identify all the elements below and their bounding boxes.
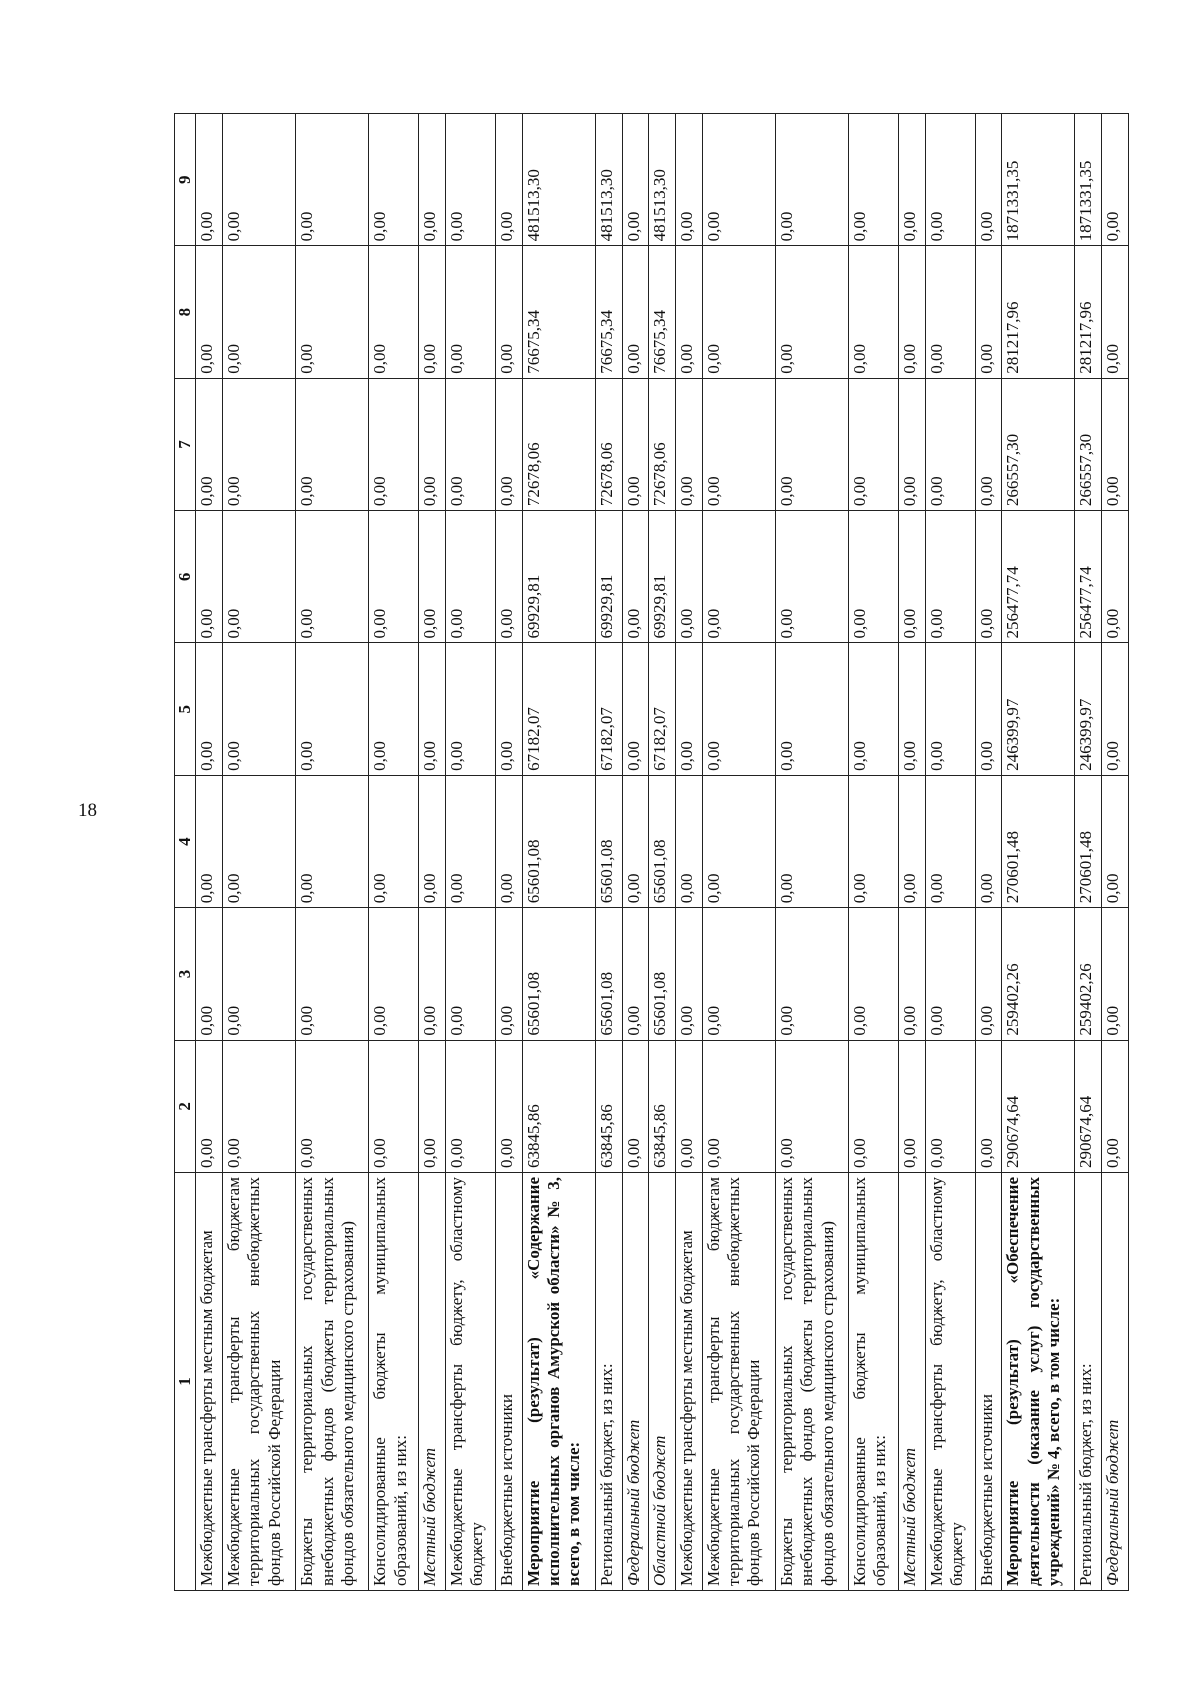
value-cell: 65601,08 (595, 775, 622, 907)
row-label: Местный бюджет (898, 1173, 925, 1591)
value-cell: 0,00 (925, 1040, 975, 1172)
value-cell: 0,00 (296, 1040, 369, 1172)
rotated-table-container (174, 114, 1129, 1591)
value-cell: 0,00 (975, 114, 1002, 246)
value-cell: 69929,81 (649, 511, 676, 643)
table-row (775, 114, 848, 1591)
value-cell: 0,00 (622, 1040, 649, 1172)
value-cell: 0,00 (369, 1040, 419, 1172)
value-cell: 67182,07 (595, 643, 622, 775)
header-cell: 7 (175, 378, 196, 510)
table-row (1075, 114, 1102, 1591)
value-cell: 481513,30 (522, 114, 595, 246)
value-cell: 1871331,35 (1002, 114, 1075, 246)
value-cell: 0,00 (419, 1040, 446, 1172)
value-cell: 0,00 (296, 908, 369, 1040)
value-cell: 0,00 (296, 114, 369, 246)
value-cell: 0,00 (446, 246, 496, 378)
header-cell: 2 (175, 1040, 196, 1172)
value-cell: 0,00 (975, 378, 1002, 510)
value-cell: 0,00 (702, 246, 775, 378)
value-cell: 0,00 (1102, 511, 1129, 643)
value-cell: 0,00 (775, 643, 848, 775)
value-cell: 0,00 (296, 775, 369, 907)
value-cell: 0,00 (296, 246, 369, 378)
value-cell: 0,00 (975, 775, 1002, 907)
table-body (196, 114, 1129, 1591)
value-cell: 0,00 (775, 775, 848, 907)
value-cell: 290674,64 (1075, 1040, 1102, 1172)
value-cell: 0,00 (702, 114, 775, 246)
value-cell: 76675,34 (649, 246, 676, 378)
table-row (419, 114, 446, 1591)
value-cell: 0,00 (898, 908, 925, 1040)
table-row (1002, 114, 1075, 1591)
value-cell: 0,00 (369, 378, 419, 510)
value-cell: 0,00 (496, 643, 523, 775)
row-label: Консолидированные бюджеты муниципальных образований, из них: (848, 1173, 898, 1591)
value-cell: 65601,08 (522, 908, 595, 1040)
table-row (702, 114, 775, 1591)
value-cell: 0,00 (848, 511, 898, 643)
value-cell: 0,00 (675, 1040, 702, 1172)
value-cell: 0,00 (898, 378, 925, 510)
value-cell: 0,00 (775, 246, 848, 378)
row-label: Областной бюджет (649, 1173, 676, 1591)
header-cell: 6 (175, 511, 196, 643)
value-cell: 0,00 (848, 1040, 898, 1172)
value-cell: 0,00 (1102, 114, 1129, 246)
row-label: Мероприятие (результат) «Обеспечение деятельности (оказание услуг) государственных учреждений» № 4, всего, в том числе: (1002, 1173, 1075, 1591)
value-cell: 0,00 (975, 908, 1002, 1040)
value-cell: 0,00 (622, 378, 649, 510)
value-cell: 0,00 (196, 643, 223, 775)
value-cell: 0,00 (898, 511, 925, 643)
value-cell: 481513,30 (649, 114, 676, 246)
value-cell: 270601,48 (1002, 775, 1075, 907)
value-cell: 0,00 (419, 775, 446, 907)
value-cell: 65601,08 (595, 908, 622, 1040)
row-label: Внебюджетные источники (496, 1173, 523, 1591)
value-cell: 256477,74 (1002, 511, 1075, 643)
value-cell: 0,00 (419, 114, 446, 246)
table-row (925, 114, 975, 1591)
value-cell: 0,00 (1102, 775, 1129, 907)
value-cell: 0,00 (1102, 643, 1129, 775)
value-cell: 69929,81 (522, 511, 595, 643)
value-cell: 0,00 (369, 775, 419, 907)
value-cell: 63845,86 (649, 1040, 676, 1172)
value-cell: 0,00 (675, 643, 702, 775)
value-cell: 72678,06 (649, 378, 676, 510)
page-number: 18 (78, 800, 97, 821)
header-cell: 8 (175, 246, 196, 378)
value-cell: 281217,96 (1075, 246, 1102, 378)
value-cell: 0,00 (925, 908, 975, 1040)
value-cell: 0,00 (419, 908, 446, 1040)
row-label: Бюджеты территориальных государственных внебюджетных фондов (бюджеты территориальных фондов обязательного медицинского страхования) (775, 1173, 848, 1591)
value-cell: 0,00 (496, 114, 523, 246)
value-cell: 0,00 (775, 378, 848, 510)
header-cell: 9 (175, 114, 196, 246)
row-label: Межбюджетные трансферты бюджетам территориальных государственных внебюджетных фондов Российской Федерации (702, 1173, 775, 1591)
value-cell: 67182,07 (522, 643, 595, 775)
row-label: Федеральный бюджет (1102, 1173, 1129, 1591)
value-cell: 0,00 (898, 1040, 925, 1172)
table-row (296, 114, 369, 1591)
value-cell: 0,00 (223, 114, 296, 246)
value-cell: 0,00 (196, 908, 223, 1040)
value-cell: 0,00 (622, 511, 649, 643)
value-cell: 0,00 (702, 643, 775, 775)
header-cell: 3 (175, 908, 196, 1040)
value-cell: 0,00 (1102, 378, 1129, 510)
row-label: Межбюджетные трансферты бюджету, областному бюджету (925, 1173, 975, 1591)
value-cell: 0,00 (446, 378, 496, 510)
value-cell: 0,00 (622, 246, 649, 378)
value-cell: 0,00 (419, 246, 446, 378)
value-cell: 0,00 (775, 114, 848, 246)
value-cell: 0,00 (196, 246, 223, 378)
value-cell: 0,00 (446, 114, 496, 246)
value-cell: 0,00 (369, 114, 419, 246)
value-cell: 0,00 (848, 908, 898, 1040)
value-cell: 0,00 (496, 246, 523, 378)
row-label: Региональный бюджет, из них: (1075, 1173, 1102, 1591)
value-cell: 0,00 (296, 511, 369, 643)
value-cell: 0,00 (898, 643, 925, 775)
value-cell: 0,00 (975, 643, 1002, 775)
value-cell: 0,00 (496, 775, 523, 907)
table-row (1102, 114, 1129, 1591)
value-cell: 0,00 (196, 378, 223, 510)
value-cell: 0,00 (898, 246, 925, 378)
value-cell: 259402,26 (1002, 908, 1075, 1040)
value-cell: 246399,97 (1075, 643, 1102, 775)
value-cell: 0,00 (925, 246, 975, 378)
table-row (223, 114, 296, 1591)
value-cell: 0,00 (675, 908, 702, 1040)
value-cell: 0,00 (702, 775, 775, 907)
value-cell: 63845,86 (595, 1040, 622, 1172)
value-cell: 0,00 (446, 1040, 496, 1172)
value-cell: 0,00 (775, 908, 848, 1040)
value-cell: 76675,34 (595, 246, 622, 378)
value-cell: 290674,64 (1002, 1040, 1075, 1172)
value-cell: 76675,34 (522, 246, 595, 378)
value-cell: 0,00 (925, 775, 975, 907)
value-cell: 65601,08 (649, 908, 676, 1040)
value-cell: 0,00 (446, 908, 496, 1040)
value-cell: 0,00 (775, 1040, 848, 1172)
value-cell: 0,00 (898, 114, 925, 246)
value-cell: 0,00 (622, 908, 649, 1040)
value-cell: 0,00 (419, 511, 446, 643)
header-cell: 1 (175, 1173, 196, 1591)
value-cell: 0,00 (1102, 246, 1129, 378)
value-cell: 72678,06 (522, 378, 595, 510)
value-cell: 0,00 (223, 1040, 296, 1172)
value-cell: 0,00 (446, 775, 496, 907)
value-cell: 0,00 (622, 775, 649, 907)
value-cell: 65601,08 (522, 775, 595, 907)
value-cell: 0,00 (975, 1040, 1002, 1172)
value-cell: 0,00 (223, 775, 296, 907)
value-cell: 0,00 (496, 908, 523, 1040)
value-cell: 0,00 (419, 378, 446, 510)
value-cell: 0,00 (898, 775, 925, 907)
value-cell: 266557,30 (1075, 378, 1102, 510)
value-cell: 0,00 (975, 246, 1002, 378)
value-cell: 0,00 (223, 643, 296, 775)
value-cell: 0,00 (369, 511, 419, 643)
value-cell: 0,00 (223, 378, 296, 510)
value-cell: 0,00 (496, 511, 523, 643)
value-cell: 0,00 (419, 643, 446, 775)
table-row (522, 114, 595, 1591)
value-cell: 0,00 (296, 643, 369, 775)
value-cell: 0,00 (925, 643, 975, 775)
table-row (446, 114, 496, 1591)
value-cell: 0,00 (196, 511, 223, 643)
value-cell: 481513,30 (595, 114, 622, 246)
table-row (196, 114, 223, 1591)
row-label: Местный бюджет (419, 1173, 446, 1591)
value-cell: 0,00 (369, 908, 419, 1040)
value-cell: 0,00 (702, 908, 775, 1040)
table-row (622, 114, 649, 1591)
value-cell: 266557,30 (1002, 378, 1075, 510)
table-row (649, 114, 676, 1591)
header-cell: 5 (175, 643, 196, 775)
row-label: Межбюджетные трансферты бюджетам территориальных государственных внебюджетных фондов Российской Федерации (223, 1173, 296, 1591)
value-cell: 256477,74 (1075, 511, 1102, 643)
value-cell: 0,00 (622, 114, 649, 246)
value-cell: 0,00 (1102, 1040, 1129, 1172)
header-cell: 4 (175, 775, 196, 907)
row-label: Региональный бюджет, из них: (595, 1173, 622, 1591)
row-label: Межбюджетные трансферты бюджету, областному бюджету (446, 1173, 496, 1591)
value-cell: 0,00 (675, 114, 702, 246)
row-label: Межбюджетные трансферты местным бюджетам (196, 1173, 223, 1591)
table-row (675, 114, 702, 1591)
table-row (975, 114, 1002, 1591)
value-cell: 67182,07 (649, 643, 676, 775)
value-cell: 0,00 (223, 511, 296, 643)
row-label: Консолидированные бюджеты муниципальных образований, из них: (369, 1173, 419, 1591)
value-cell: 0,00 (848, 114, 898, 246)
value-cell: 0,00 (675, 246, 702, 378)
value-cell: 0,00 (848, 775, 898, 907)
value-cell: 0,00 (196, 114, 223, 246)
value-cell: 0,00 (223, 246, 296, 378)
value-cell: 65601,08 (649, 775, 676, 907)
value-cell: 270601,48 (1075, 775, 1102, 907)
value-cell: 0,00 (496, 378, 523, 510)
value-cell: 246399,97 (1002, 643, 1075, 775)
value-cell: 0,00 (369, 643, 419, 775)
row-label: Мероприятие (результат) «Содержание исполнительных органов Амурской области» № 3, всего, в том числе: (522, 1173, 595, 1591)
table-header-row (175, 114, 196, 1591)
value-cell: 0,00 (296, 378, 369, 510)
value-cell: 0,00 (848, 643, 898, 775)
value-cell: 0,00 (196, 775, 223, 907)
table-row (369, 114, 419, 1591)
value-cell: 0,00 (702, 378, 775, 510)
value-cell: 0,00 (446, 511, 496, 643)
value-cell: 0,00 (223, 908, 296, 1040)
value-cell: 0,00 (848, 378, 898, 510)
value-cell: 0,00 (1102, 908, 1129, 1040)
value-cell: 0,00 (925, 511, 975, 643)
value-cell: 0,00 (925, 378, 975, 510)
value-cell: 0,00 (925, 114, 975, 246)
value-cell: 0,00 (496, 1040, 523, 1172)
row-label: Межбюджетные трансферты местным бюджетам (675, 1173, 702, 1591)
value-cell: 0,00 (196, 1040, 223, 1172)
value-cell: 0,00 (622, 643, 649, 775)
value-cell: 0,00 (775, 511, 848, 643)
row-label: Внебюджетные источники (975, 1173, 1002, 1591)
row-label: Федеральный бюджет (622, 1173, 649, 1591)
value-cell: 281217,96 (1002, 246, 1075, 378)
value-cell: 72678,06 (595, 378, 622, 510)
row-label: Бюджеты территориальных государственных внебюджетных фондов (бюджеты территориальных фондов обязательного медицинского страхования) (296, 1173, 369, 1591)
value-cell: 0,00 (446, 643, 496, 775)
budget-table (174, 113, 1129, 1591)
table-row (898, 114, 925, 1591)
value-cell: 0,00 (848, 246, 898, 378)
value-cell: 0,00 (675, 378, 702, 510)
value-cell: 1871331,35 (1075, 114, 1102, 246)
value-cell: 0,00 (675, 511, 702, 643)
value-cell: 0,00 (702, 1040, 775, 1172)
value-cell: 0,00 (975, 511, 1002, 643)
table-row (595, 114, 622, 1591)
value-cell: 259402,26 (1075, 908, 1102, 1040)
table-row (496, 114, 523, 1591)
value-cell: 69929,81 (595, 511, 622, 643)
value-cell: 0,00 (675, 775, 702, 907)
value-cell: 0,00 (369, 246, 419, 378)
value-cell: 63845,86 (522, 1040, 595, 1172)
table-row (848, 114, 898, 1591)
value-cell: 0,00 (702, 511, 775, 643)
